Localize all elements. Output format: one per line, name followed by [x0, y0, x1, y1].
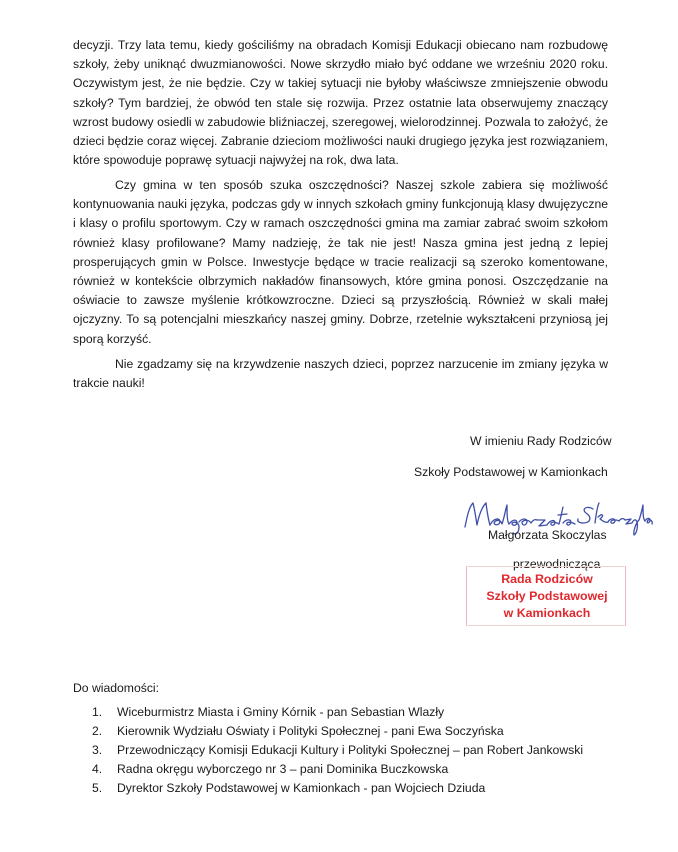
stamp-line-2: Szkoły Podstawowej [486, 589, 608, 603]
stamp-line-1: Rada Rodziców [501, 572, 593, 586]
list-item-text: Kierownik Wydziału Oświaty i Polityki Społecznej - pani Ewa Soczyńska [117, 724, 504, 738]
list-item-number: 2. [92, 724, 103, 738]
distribution-label: Do wiadomości: [73, 681, 160, 695]
list-item-text: Radna okręgu wyborczego nr 3 – pani Dominika Buczkowska [117, 762, 449, 776]
council-stamp [466, 566, 626, 626]
list-item-text: Dyrektor Szkoły Podstawowej w Kamionkach - pan Wojciech Dziuda [117, 781, 486, 795]
list-item-text: Wiceburmistrz Miasta i Gminy Kórnik - pan Sebastian Wlazły [117, 705, 445, 719]
letter-paragraph-1: decyzji. Trzy lata temu, kiedy gościliśmy na obradach Komisji Edukacji obiecano nam rozbudowę szkoły, żeby uniknąć dwuzmianowości. Nowe skrzydło miało być oddane we wrześniu 2020 roku. Oczywistym jest, że nie będzie. Czy w takiej sytuacji nie byłoby właściwsze zmniejszenie obwodu szkoły? Tym bardziej, że obwód ten stale się rozwija. Przez ostatnie lata obserwujemy znaczący wzrost budowy osiedli w zabudowie bliźniaczej, szeregowej, wielorodzinnej. Pozwala to założyć, że dzieci będzie coraz więcej. Zabranie dzieciom możliwości nauki drugiego języka jest rozwiązaniem, które spowoduje poprawę sytuacji najwyżej na rok, dwa lata. [73, 38, 608, 168]
letter-paragraph-2: Czy gmina w ten sposób szuka oszczędności? Naszej szkole zabiera się możliwość kontynuowania nauki języka, podczas gdy w innych szkołach gminy funkcjonują klasy dwujęzyczne i klasy o profilu sportowym. Czy w ramach oszczędności gmina ma zamiar zabrać swoim szkołom również klasy profilowane? Mamy nadzieję, że tak nie jest! Nasza gmina jest jedną z lepiej prosperujących gmin w Polsce. Inwestycje będące w tracie realizacji są szeroko komentowane, również w kontekście olbrzymich nakładów finansowych, które gmina ponosi. Oszczędzanie na oświacie to zawsze myślenie krótkowzroczne. Dzieci są przyszłością. Również w skali małej ojczyzny. To są potencjalni mieszkańcy naszej gminy. Dobrze, rzetelnie wykształceni przyniosą jej sporą korzyść. [73, 178, 608, 346]
list-item-text: Przewodniczący Komisji Edukacji Kultury i Polityki Społecznej – pan Robert Jankowski [117, 743, 584, 757]
list-item-number: 4. [92, 762, 103, 776]
signer-name: Małgorzata Skoczylas [488, 528, 607, 542]
stamp-line-3: w Kamionkach [503, 606, 591, 620]
list-item-number: 3. [92, 743, 103, 757]
list-item-number: 5. [92, 781, 103, 795]
signer-role: przewodnicząca [513, 557, 601, 571]
closing-on-behalf: W imieniu Rady Rodziców [470, 434, 612, 448]
letter-paragraph-3: Nie zgadzamy się na krzywdzenie naszych dzieci, poprzez narzucenie im zmiany języka w trakcie nauki! [73, 357, 608, 391]
closing-school-name: Szkoły Podstawowej w Kamionkach [414, 465, 608, 479]
list-item-number: 1. [92, 705, 103, 719]
